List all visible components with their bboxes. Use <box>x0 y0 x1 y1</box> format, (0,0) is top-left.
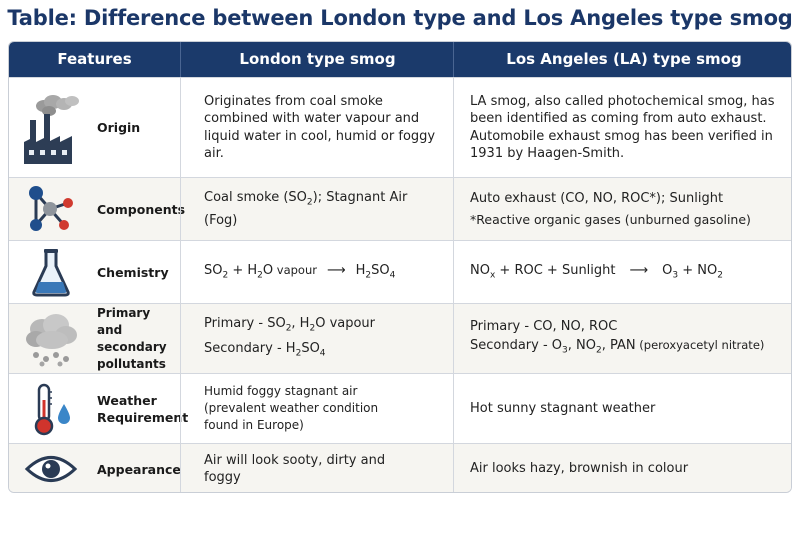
feature-label: Appearance <box>97 461 181 477</box>
london-components: Coal smoke $(SO_2)$; Stagnant Air (Fog) <box>204 189 408 228</box>
header-la: Los Angeles (LA) type smog <box>453 42 792 77</box>
feature-label: Weather Requirement <box>97 392 189 425</box>
factory-smoke-icon <box>19 78 83 177</box>
london-pollutants: Primary - $SO_2$, $H_2O$ vapour Secondary - $H_2SO_4$ <box>204 315 376 359</box>
eye-icon <box>19 444 83 493</box>
feature-label: Primary and secondary pollutants <box>97 305 167 371</box>
feature-label: Chemistry <box>97 264 169 280</box>
comparison-table <box>8 41 792 493</box>
table-row <box>9 373 792 443</box>
la-appearance: Air looks hazy, brownish in colour <box>470 461 689 477</box>
header-features: Features <box>57 50 132 68</box>
table-row <box>9 443 792 493</box>
la-components: Auto exhaust (CO, NO, ROC*); Sunlight *Reactive organic gases (unburned gasoline) <box>470 190 751 227</box>
feature-label: Components <box>97 201 186 217</box>
london-chemistry-equation: $SO_2 + H_2O$ vapour ⟶ $H_2SO_4$ <box>204 263 396 281</box>
london-origin: Originates from coal smoke combined with water vapour and liquid water in cool, humid or foggy air. <box>204 93 436 161</box>
london-appearance: Air will look sooty, dirty and foggy <box>204 452 386 485</box>
flask-icon <box>19 241 83 303</box>
thermometer-drop-icon <box>19 374 83 443</box>
page-title: Table: Difference between London type and Los Angeles type smog <box>7 6 793 30</box>
la-origin: LA smog, also called photochemical smog, has been identified as coming from auto exhaust. Automobile exhaust smog has been verified in 1931 by Haagen-Smith. <box>470 93 775 161</box>
la-weather: Hot sunny stagnant weather <box>470 400 656 416</box>
arrow-icon: ⟶ <box>629 263 649 279</box>
arrow-icon: ⟶ <box>327 263 346 279</box>
la-chemistry-equation: $NO_x$ + ROC + Sunlight ⟶ $O_3 + NO_2$ <box>470 263 723 281</box>
molecule-icon <box>19 178 83 240</box>
table-row <box>9 77 792 177</box>
london-weather: Humid foggy stagnant air (prevalent weather condition found in Europe) <box>204 384 379 432</box>
table-row <box>9 303 792 373</box>
table-row <box>9 240 792 303</box>
cloud-rain-icon <box>19 304 83 373</box>
la-pollutants: Primary - CO, NO, ROC Secondary - $O_3$, $NO_2$, PAN (peroxyacetyl nitrate) <box>470 318 765 356</box>
header-london: London type smog <box>180 42 454 77</box>
table-header <box>9 42 792 77</box>
feature-label: Origin <box>97 120 141 135</box>
table-row <box>9 177 792 240</box>
